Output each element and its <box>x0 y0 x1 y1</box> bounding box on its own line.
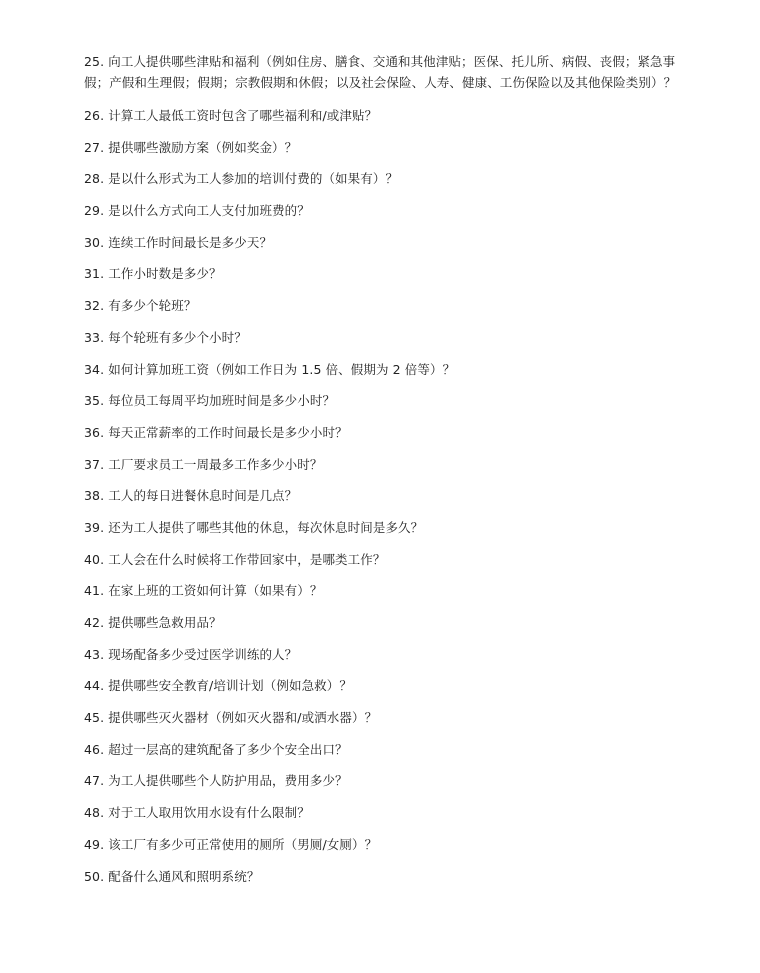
question-34: 34. 如何计算加班工资（例如工作日为 1.5 倍、假期为 2 倍等）？ <box>84 361 456 377</box>
question-36: 36. 每天正常薪率的工作时间最长是多少小时？ <box>84 424 348 440</box>
question-33: 33. 每个轮班有多少个小时？ <box>84 329 247 345</box>
question-48: 48. 对于工人取用饮用水设有什么限制？ <box>84 805 310 821</box>
question-31: 31. 工作小时数是多少？ <box>84 266 222 282</box>
question-27: 27. 提供哪些激励方案（例如奖金）？ <box>84 139 298 155</box>
question-38: 38. 工人的每日进餐休息时间是几点？ <box>84 488 298 504</box>
question-37: 37. 工厂要求员工一周最多工作多少小时？ <box>84 456 323 472</box>
question-35: 35. 每位员工每周平均加班时间是多少小时？ <box>84 393 336 409</box>
question-40: 40. 工人会在什么时候将工作带回家中，是哪类工作？ <box>84 551 386 567</box>
question-32: 32. 有多少个轮班？ <box>84 298 197 314</box>
question-46: 46. 超过一层高的建筑配备了多少个安全出口？ <box>84 741 348 757</box>
question-42: 42. 提供哪些急救用品？ <box>84 615 222 630</box>
question-29: 29. 是以什么方式向工人支付加班费的？ <box>84 203 310 219</box>
question-28: 28. 是以什么形式为工人参加的培训付费的（如果有）？ <box>84 171 399 187</box>
question-43: 43. 现场配备多少受过医学训练的人？ <box>84 646 298 662</box>
question-44: 44. 提供哪些安全教育/培训计划（例如急救）？ <box>84 678 352 694</box>
question-45: 45. 提供哪些灭火器材（例如灭火器和/或洒水器）？ <box>84 710 378 726</box>
question-41: 41. 在家上班的工资如何计算（如果有）？ <box>84 583 323 599</box>
question-50: 50. 配备什么通风和照明系统？ <box>84 868 260 884</box>
question-39: 39. 还为工人提供了哪些其他的休息，每次休息时间是多久？ <box>84 519 424 535</box>
question-49: 49. 该工厂有多少可正常使用的厕所（男厕/女厕）？ <box>84 836 378 852</box>
question-26: 26. 计算工人最低工资时包含了哪些福利和/或津贴？ <box>84 108 378 123</box>
question-47: 47. 为工人提供哪些个人防护用品，费用多少？ <box>84 773 348 789</box>
question-25: 25. 向工人提供哪些津贴和福利（例如住房、膳食、交通和其他津贴；医保、托儿所、病假、丧假；紧急事假；产假和生理假；假期；宗教假期和休假；以及社会保险、人寿、健康、工伤保险以及其他保险类别）？ <box>84 54 677 90</box>
question-30: 30. 连续工作时间最长是多少天？ <box>84 234 273 250</box>
